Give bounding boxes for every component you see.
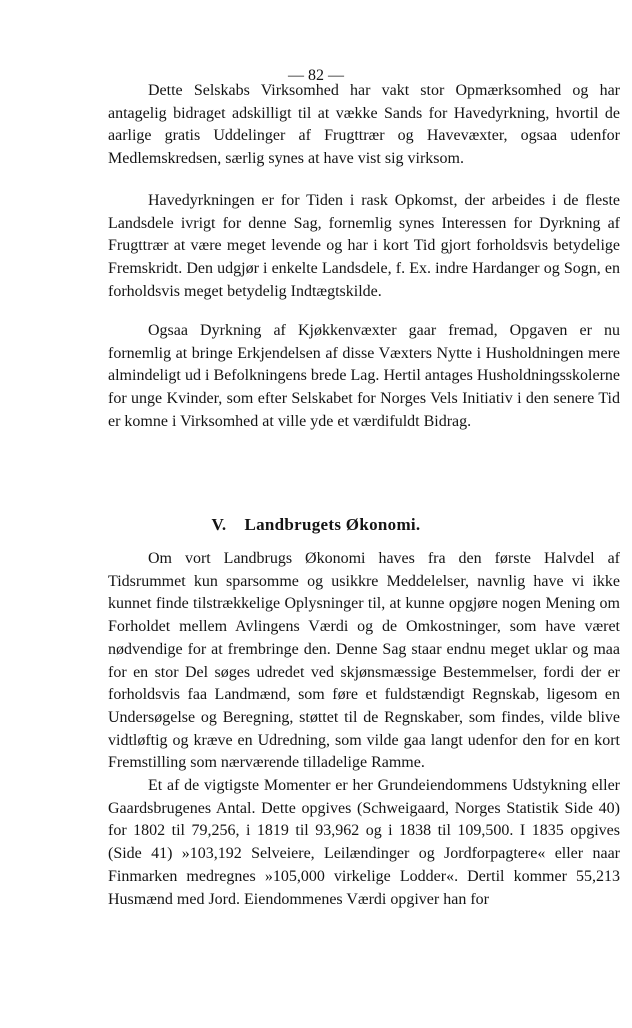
paragraph-4-last-line: Ramme.	[371, 754, 425, 772]
paragraph-5-last-line: for	[470, 890, 489, 908]
paragraph-4-body: Om vort Landbrugs Økonomi haves fra den første Halvdel af Tidsrummet kun sparsomme og usikkre Meddelelser, navnlig have vi ikke kunnet finde tilstrækkelige Oplysninger til, at kunne opgjøre nogen Mening om Forholdet mellem Avlingens Værdi og de Omkostninger, som have været nødvendige for at frembringe den. Denne Sag staar endnu meget uklar og maa for en stor Del søges udredet ved skjønsmæssige Bestemmelser, fordi der er forholdsvis faa Landmænd, som føre et fuldstændigt Regnskab, ligesom en Undersøgelse og Beregning, støttet til de Regnskaber, som findes, vilde blive vidtløftig og kræve en Udredning, som vilde gaa langt udenfor den for en kort Fremstilling som nærværende tilladelige	[108, 550, 620, 772]
paragraph-3-last-line: ville yde et værdifuldt Bidrag.	[277, 412, 472, 430]
paragraph-1-body: Dette Selskabs Virksomhed har vakt stor Opmærksomhed og har antagelig bidraget adskilligt til at vække Sands for Havedyrkning, hvortil de aarlige gratis Uddelinger af Frugttrær og Havevæxter, ogsaa udenfor Medlemskredsen, særlig synes at have vist sig	[108, 82, 620, 168]
section-number: V.	[211, 515, 227, 534]
paragraph-2-last-line: Indtægtskilde.	[290, 282, 382, 300]
page-number: — 82 —	[288, 67, 344, 84]
paragraph-1	[108, 80, 620, 171]
paragraph-3-body: Ogsaa Dyrkning af Kjøkkenvæxter gaar fremad, Opgaven er nu fornemlig at bringe Erkjendelsen af disse Væxters Nytte i Husholdningen mere almindeligt ud i Befolkningens brede Lag. Hertil antages Husholdningsskolerne for unge Kvinder, som efter Selskabet for Norges Vels Initiativ i den senere Tid er komne i Virksomhed at	[108, 322, 620, 430]
paragraph-1-last-line: virksom.	[407, 150, 464, 168]
section-title: Landbrugets Økonomi.	[244, 515, 421, 534]
paragraph-2	[108, 190, 620, 304]
paragraph-4	[108, 548, 620, 775]
paragraph-5	[108, 775, 620, 911]
paragraph-3	[108, 320, 620, 434]
paragraph-5-body: Et af de vigtigste Momenter er her Grundeiendommens Udstykning eller Gaardsbrugenes Antal. Dette opgives (Schweigaard, Norges Statistik Side 40) for 1802 til 79,256, i 1819 til 93,962 og i 1838 til 109,500. I 1835 opgives (Side 41) »103,192 Selveiere, Leilændinger og Jordforpagtere« eller naar Finmarken medregnes »105,000 virkelige Lodder«. Dertil kommer 55,213 Husmænd med Jord. Eiendommenes Værdi opgiver han	[108, 777, 620, 908]
paragraph-2-body: Havedyrkningen er for Tiden i rask Opkomst, der arbeides i de fleste Landsdele ivrigt for denne Sag, fornemlig synes Interessen for Dyrkning af Frugttrær at være meget levende og har i kort Tid gjort forholdsvis betydelige Fremskridt. Den udgjør i enkelte Landsdele, f. Ex. indre Hardanger og Sogn, en forholdsvis meget betydelig	[108, 192, 620, 300]
section-heading	[0, 514, 632, 536]
